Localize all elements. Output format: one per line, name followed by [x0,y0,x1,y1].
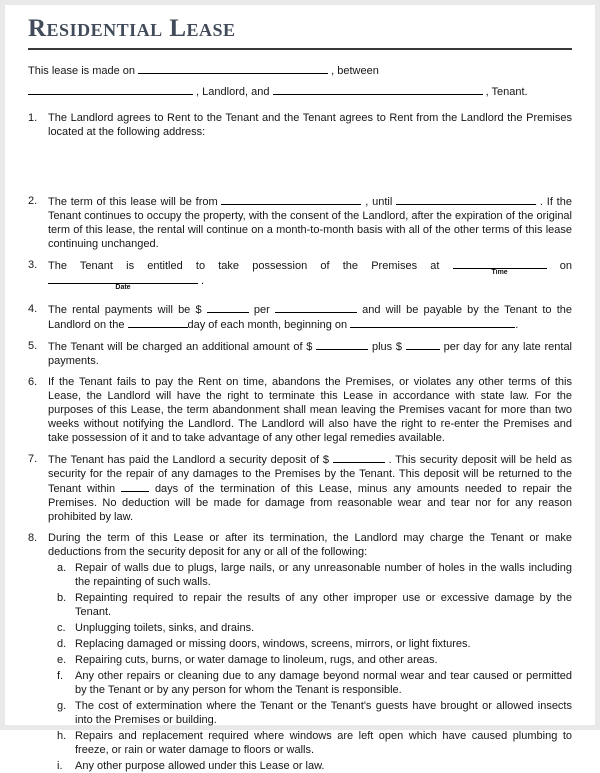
address-blank-area[interactable] [28,146,572,194]
subitem-letter: e. [57,654,67,666]
term-item-3 [28,258,573,291]
term-paragraph: The term of this lease will be from , until . If the Tenant continues to occupy the property, with the consent of the Landlord, after the expiration of the original term of this lease, the rental will continue on a month-to-month basis with all of the other terms of this lease continuing unchanged. [48,196,572,250]
term-number: 1. [28,112,38,124]
term-item-6 [28,375,572,445]
subitem-e [57,653,572,667]
subitem-letter: c. [57,622,66,634]
rent-due-day-field[interactable] [128,317,188,328]
subitem-letter: d. [57,638,67,650]
lease-terms-list [28,111,572,773]
intro-line-made-on: This lease is made on , between [28,65,379,77]
term-number: 5. [28,340,38,352]
term-number: 6. [28,376,38,388]
subitem-f [57,669,572,697]
term-paragraph: If the Tenant fails to pay the Rent on time, abandons the Premises, or violates any other terms of this Lease, the Landlord will have the right to terminate this Lease in accordance with state law. For the purposes of this Lease, the term abandonment shall mean leaving the Premises vacant for more than two weeks without notifying the Landlord. The Landlord will also have the right to re-enter the Premises and take possession of it and to take advantage of any other legal remedies available. [48,376,572,444]
subitem-text: Any other purpose allowed under this Lease or law. [75,760,325,772]
subitem-c [57,621,572,635]
term-paragraph: The Landlord agrees to Rent to the Tenant and the Tenant agrees to Rent from the Landlord the Premises located at the following address: [48,112,572,138]
subitem-d [57,637,572,651]
term-item-2 [28,194,572,251]
page-title: Residential Lease [28,15,236,42]
term-start-field[interactable] [221,194,361,205]
term-number: 7. [28,453,38,465]
term-item-8 [28,531,572,773]
term-paragraph: The Tenant is entitled to take possession of the Premises at Time on Date . [48,260,573,291]
term-number: 8. [28,532,38,544]
term-text [48,194,572,251]
title-divider [28,48,572,50]
subitem-text: Repairing cuts, burns, or water damage to linoleum, rugs, and other areas. [75,654,438,666]
subitem-text: Replacing damaged or missing doors, windows, screens, mirrors, or light fixtures. [75,638,471,650]
term-text [48,111,572,139]
subitem-a [57,561,572,589]
subitem-h [57,729,572,757]
subitem-letter: h. [57,730,67,742]
blank-sublabel: Time [491,269,508,276]
term-number: 3. [28,259,38,271]
late-fee-field[interactable] [316,339,368,350]
subitem-b [57,591,572,619]
possession-date-field[interactable] [48,273,198,291]
subitem-text: Repairs and replacement required where windows are left open which have caused plumbing to freeze, or rain or water damage to floors or walls. [75,730,572,756]
subitem-letter: i. [57,760,63,772]
subitem-letter: f. [57,670,64,682]
intro-line-parties: , Landlord, and , Tenant. [28,82,572,103]
deposit-return-days-field[interactable] [121,481,149,492]
term-item-4 [28,302,572,332]
term-text [48,258,573,291]
rent-amount-field[interactable] [207,302,249,313]
term-end-field[interactable] [396,194,536,205]
deposit-amount-field[interactable] [333,452,385,463]
term-item-1 [28,111,572,139]
term-item-5 [28,339,572,368]
document-content [5,5,595,773]
subitem-text: Any other repairs or cleaning due to any damage beyond normal wear and tear caused or permitted by the Tenant or by any person for whom the Tenant is responsible. [75,670,572,696]
possession-time-field[interactable] [453,258,547,276]
term-number: 4. [28,303,38,315]
date-made-field[interactable] [138,63,328,74]
landlord-name-field[interactable] [28,84,193,95]
term-item-7 [28,452,572,524]
subitem-letter: a. [57,562,67,574]
intro-section [28,61,572,103]
rent-period-field[interactable] [275,302,357,313]
term-paragraph: The rental payments will be $ per and will be payable by the Tenant to the Landlord on the day of each month, beginning on . [48,304,572,331]
subitem-letter: g. [57,700,67,712]
rent-begin-date-field[interactable] [350,317,515,328]
subitem-text: Unplugging toilets, sinks, and drains. [75,622,255,634]
term-text [48,339,572,368]
term-text [48,531,572,773]
term-paragraph: During the term of this Lease or after its termination, the Landlord may charge the Tenant or make deductions from the security deposit for any or all of the following: [48,532,572,558]
subitem-text: The cost of extermination where the Tenant or the Tenant's guests have brought or allowed insects into the Premises or building. [75,700,572,726]
term-paragraph: The Tenant will be charged an additional amount of $ plus $ per day for any late rental payments. [48,341,573,367]
term-text [48,375,572,445]
subitem-text: Repainting required to repair the results of any other improper use or excessive damage by the Tenant. [75,592,572,618]
term-paragraph: The Tenant has paid the Landlord a security deposit of $ . This security deposit will be held as security for the repair of any damages to the Premises by the Tenant. This deposit will be returned to the Tenant within days of the termination of this Lease, minus any amounts needed to repair the Premises. No deduction will be made for damage from reasonable wear and tear nor for any reason prohibited by law. [48,454,572,523]
tenant-name-field[interactable] [273,84,483,95]
blank-sublabel: Date [115,284,131,291]
late-fee-daily-field[interactable] [406,339,440,350]
term-text [48,452,572,524]
term-subitems [48,561,572,773]
term-text [48,302,572,332]
subitem-letter: b. [57,592,67,604]
subitem-i [57,759,572,773]
term-number: 2. [28,195,38,207]
subitem-text: Repair of walls due to plugs, large nails, or any unreasonable number of holes in the walls including the repainting of such walls. [75,562,572,588]
subitem-g [57,699,572,727]
